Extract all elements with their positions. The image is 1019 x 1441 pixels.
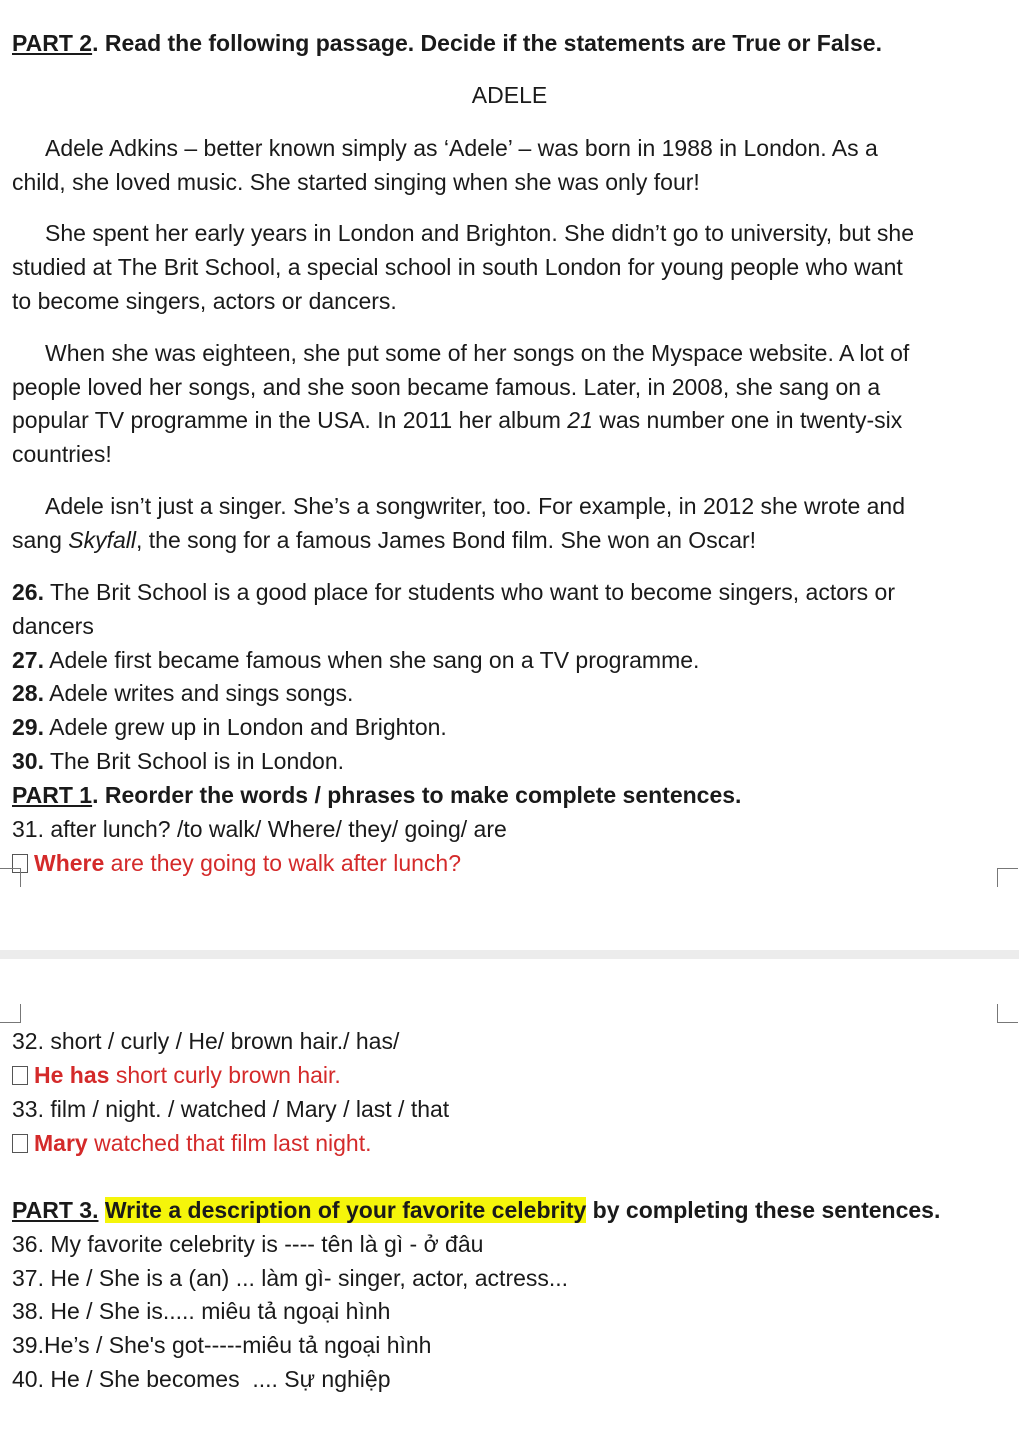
statement-27 (12, 645, 699, 675)
song-title: Skyfall (68, 527, 137, 553)
page-corner-marker (0, 1004, 21, 1023)
statement-number: 30. (12, 748, 44, 774)
prompt-37: 37. He / She is a (an) ... làm gì- singer, actor, actress... (12, 1265, 569, 1291)
text-span: was number one in twenty-six (592, 407, 903, 433)
answer-text: watched that film last night. (87, 1130, 372, 1156)
answer-32 (12, 1060, 341, 1090)
part3-heading (12, 1195, 940, 1225)
text-span: sang (12, 527, 69, 553)
prompt-40: 40. He / She becomes .... Sự nghiệp (12, 1366, 391, 1392)
answer-bold: Where (34, 850, 105, 876)
passage-p2-line1: She spent her early years in London and Brighton. She didn’t go to university, but she (45, 220, 915, 246)
statement-text: Adele grew up in London and Brighton. (43, 714, 447, 740)
text-span: popular TV programme in the USA. In 2011 her album (12, 407, 568, 433)
passage-title: ADELE (471, 82, 548, 108)
answer-text: are they going to walk after lunch? (104, 850, 462, 876)
part1-label: PART 1 (12, 782, 93, 808)
arrow-box-icon (12, 1134, 28, 1153)
part2-label: PART 2 (12, 30, 93, 56)
passage-p2-line2: studied at The Brit School, a special school in south London for young people who want (12, 254, 903, 280)
statement-text: The Brit School is a good place for students who want to become singers, actors or (43, 579, 896, 605)
statement-text: Adele writes and sings songs. (43, 680, 354, 706)
passage-p3-line2: people loved her songs, and she soon became famous. Later, in 2008, she sang on a (12, 374, 881, 400)
statement-26-cont: dancers (12, 613, 94, 639)
part1-heading (12, 780, 741, 810)
statement-number: 29. (12, 714, 44, 740)
question-33: 33. film / night. / watched / Mary / last / that (12, 1096, 450, 1122)
page-corner-marker (997, 1004, 1018, 1023)
passage-p4-line1: Adele isn’t just a singer. She’s a songwriter, too. For example, in 2012 she wrote and (45, 493, 906, 519)
prompt-38: 38. He / She is..... miêu tả ngoại hình (12, 1298, 391, 1324)
statement-26 (12, 577, 895, 607)
part2-heading (12, 28, 882, 58)
answer-bold: He has (34, 1062, 110, 1088)
album-title: 21 (567, 407, 593, 433)
question-32: 32. short / curly / He/ brown hair./ has/ (12, 1028, 400, 1054)
passage-p3-line1: When she was eighteen, she put some of her songs on the Myspace website. A lot of (45, 340, 910, 366)
part3-highlight: Write a description of your favorite celebrity (104, 1197, 587, 1223)
prompt-36: 36. My favorite celebrity is ---- tên là gì - ở đâu (12, 1231, 484, 1257)
part1-instruction: . Reorder the words / phrases to make complete sentences. (92, 782, 742, 808)
statement-text: Adele first became famous when she sang on a TV programme. (43, 647, 700, 673)
text-span: , the song for a famous James Bond film. She won an Oscar! (136, 527, 757, 553)
page-corner-marker (997, 868, 1018, 887)
statement-number: 28. (12, 680, 44, 706)
statement-text: The Brit School is in London. (43, 748, 345, 774)
part3-label: PART 3. (12, 1197, 99, 1223)
passage-p4-line2 (12, 525, 756, 555)
page-break (0, 950, 1019, 959)
answer-33 (12, 1128, 372, 1158)
part2-instruction: . Read the following passage. Decide if the statements are True or False. (92, 30, 882, 56)
passage-p1-line1: Adele Adkins – better known simply as ‘Adele’ – was born in 1988 in London. As a (45, 135, 878, 161)
answer-31 (12, 848, 461, 878)
statement-28 (12, 678, 353, 708)
answer-bold: Mary (34, 1130, 88, 1156)
statement-number: 27. (12, 647, 44, 673)
passage-p3-line3 (12, 405, 902, 435)
prompt-39: 39.He’s / She's got-----miêu tả ngoại hình (12, 1332, 432, 1358)
question-31: 31. after lunch? /to walk/ Where/ they/ going/ are (12, 816, 507, 842)
statement-number: 26. (12, 579, 44, 605)
passage-p2-line3: to become singers, actors or dancers. (12, 288, 397, 314)
passage-p1-line2: child, she loved music. She started singing when she was only four! (12, 169, 700, 195)
page-corner-marker (0, 868, 21, 887)
arrow-box-icon (12, 1066, 28, 1085)
part3-rest: by completing these sentences. (586, 1197, 941, 1223)
statement-29 (12, 712, 447, 742)
passage-p3-line4: countries! (12, 441, 112, 467)
statement-30 (12, 746, 344, 776)
answer-text: short curly brown hair. (109, 1062, 341, 1088)
